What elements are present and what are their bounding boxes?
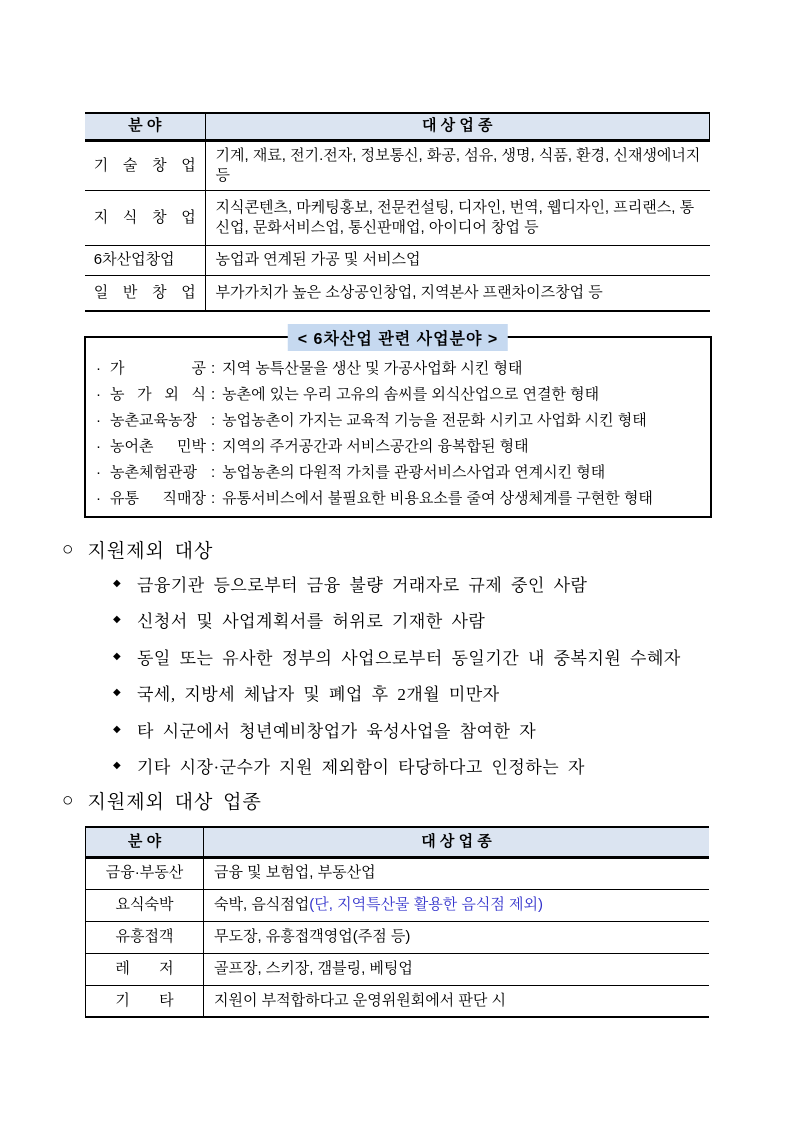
industry-definition: 지역 농특산물을 생산 및 가공사업화 시킨 형태	[222, 360, 523, 377]
list-item	[113, 602, 681, 639]
target-text: 지원이 부적합하다고 운영위원회에서 판단 시	[214, 991, 506, 1009]
separator-colon: :	[211, 464, 216, 481]
target-text: 무도장, 유흥접객영업(주점 등)	[214, 927, 411, 945]
list-item	[96, 408, 704, 434]
t1-header-field: 분 야	[85, 113, 205, 140]
exclusion-item-text: 타 시군에서 청년예비창업가 육성사업을 참여한 자	[137, 721, 537, 741]
separator-colon: :	[211, 386, 216, 403]
exclusion-item-text: 동일 또는 유사한 정부의 사업으로부터 동일기간 내 중복지원 수혜자	[137, 648, 681, 668]
bullet-dot: ·	[96, 386, 101, 403]
field-label: 6차산업창업	[93, 251, 175, 269]
bullet-dot: ·	[96, 360, 101, 377]
industry-definition: 농업농촌이 가지는 교육적 기능을 전문화 시키고 사업화 시킨 형태	[222, 412, 647, 429]
field-label: 기 술 창 업	[93, 156, 196, 174]
business-fields-table	[85, 112, 710, 312]
industry-term: 유통 직매장	[110, 490, 206, 507]
exclusion-item-text: 국세, 지방세 체납자 및 폐업 후 2개월 미만자	[137, 685, 500, 705]
list-item	[96, 460, 704, 486]
heading-text: 지원제외 대상	[87, 541, 214, 562]
excluded-industries-table	[85, 826, 709, 1018]
t2-row-field: 금융·부동산	[86, 857, 204, 889]
separator-colon: :	[211, 412, 216, 429]
table-row	[86, 985, 710, 1017]
t2-row-field: 레 저	[86, 953, 204, 985]
bullet-dot: ·	[96, 412, 101, 429]
circle-marker-icon: ○	[62, 789, 75, 811]
t2-row-target	[204, 889, 710, 921]
diamond-bullet-icon: ◆	[113, 577, 122, 589]
separator-colon: :	[211, 438, 216, 455]
industry-definition: 지역의 주거공간과 서비스공간의 융복합된 형태	[222, 438, 529, 455]
industry-definition: 농촌에 있는 우리 고유의 솜씨를 외식산업으로 연결한 형태	[222, 386, 600, 403]
t2-row-target	[204, 921, 710, 953]
list-item	[113, 675, 681, 712]
diamond-bullet-icon: ◆	[113, 614, 122, 626]
exclusion-item-text: 신청서 및 사업계획서를 허위로 기재한 사람	[137, 612, 486, 632]
t1-row-target: 기계, 재료, 전기.전자, 정보통신, 화공, 섬유, 생명, 식품, 환경, 신재생에너지 등	[215, 146, 701, 184]
list-item	[96, 382, 704, 408]
list-item	[113, 711, 681, 748]
exclusion-industries-heading	[62, 787, 262, 814]
exclusion-item-text: 기타 시장·군수가 지원 제외함이 타당하다고 인정하는 자	[137, 758, 585, 778]
bullet-dot: ·	[96, 438, 101, 455]
t1-row-field	[85, 140, 205, 191]
t1-row-field	[85, 276, 205, 311]
diamond-bullet-icon: ◆	[113, 723, 122, 735]
target-text-blue: (단, 지역특산물 활용한 음식점 제외)	[309, 895, 543, 913]
table-row	[85, 246, 710, 276]
t1-row-target: 농업과 연계된 가공 및 서비스업	[205, 246, 710, 276]
table-row	[86, 889, 710, 921]
industry-term: 농촌체험관광	[110, 464, 197, 481]
t2-header-field: 분 야	[86, 827, 204, 857]
t1-row-target: 부가가치가 높은 소상공인창업, 지역본사 프랜차이즈창업 등	[205, 276, 710, 311]
bullet-dot: ·	[96, 464, 101, 481]
field-label: 일 반 창 업	[93, 283, 196, 301]
diamond-bullet-icon: ◆	[113, 760, 122, 772]
t1-header-target: 대 상 업 종	[205, 113, 710, 140]
t1-row-target: 지식콘텐츠, 마케팅홍보, 전문컨설팅, 디자인, 번역, 웹디자인, 프리랜스, 통신업, 문화서비스업, 통신판매업, 아이디어 창업 등	[205, 191, 710, 246]
table-row	[85, 140, 710, 191]
industry-definition: 농업농촌의 다원적 가치를 관광서비스사업과 연계시킨 형태	[222, 464, 606, 481]
industry-box-title: < 6차산업 관련 사업분야 >	[288, 324, 508, 351]
exclusion-targets-list	[113, 565, 681, 784]
table-row	[86, 921, 710, 953]
list-item	[96, 356, 704, 382]
t2-row-field: 요식숙박	[86, 889, 204, 921]
table-row	[85, 191, 710, 246]
target-text: 골프장, 스키장, 갬블링, 베팅업	[214, 959, 413, 977]
t2-row-field: 기 타	[86, 985, 204, 1017]
heading-text: 지원제외 대상 업종	[87, 792, 262, 813]
t2-row-target	[204, 857, 710, 889]
list-item	[113, 748, 681, 785]
t1-row-field	[85, 246, 205, 276]
target-text: 숙박, 음식점업	[214, 895, 310, 913]
industry-term: 농 가 외 식	[110, 386, 206, 403]
list-item	[113, 638, 681, 675]
circle-marker-icon: ○	[62, 538, 75, 560]
industry-definition: 유통서비스에서 불필요한 비용요소를 줄여 상생체계를 구현한 형태	[222, 490, 653, 507]
t2-header-target: 대 상 업 종	[204, 827, 710, 857]
t2-row-field: 유흥접객	[86, 921, 204, 953]
list-item	[96, 434, 704, 460]
t2-row-target	[204, 953, 710, 985]
table-row	[85, 276, 710, 311]
t1-row-field	[85, 191, 205, 246]
table-row	[86, 953, 710, 985]
separator-colon: :	[211, 490, 216, 507]
diamond-bullet-icon: ◆	[113, 687, 122, 699]
industry-term: 농촌교육농장	[110, 412, 197, 429]
exclusion-item-text: 금융기관 등으로부터 금융 불량 거래자로 규제 중인 사람	[137, 575, 588, 595]
diamond-bullet-icon: ◆	[113, 650, 122, 662]
field-label: 지 식 창 업	[93, 208, 196, 226]
target-text: 금융 및 보험업, 부동산업	[214, 864, 376, 882]
bullet-dot: ·	[96, 490, 101, 507]
list-item	[96, 486, 704, 512]
exclusion-targets-heading	[62, 536, 213, 563]
industry-box	[84, 331, 712, 518]
industry-box-items	[86, 338, 710, 512]
industry-term: 농어촌 민박	[110, 438, 206, 455]
industry-term: 가 공	[110, 360, 206, 377]
list-item	[113, 565, 681, 602]
table-row	[86, 857, 710, 889]
separator-colon: :	[211, 360, 216, 377]
t2-row-target	[204, 985, 710, 1017]
